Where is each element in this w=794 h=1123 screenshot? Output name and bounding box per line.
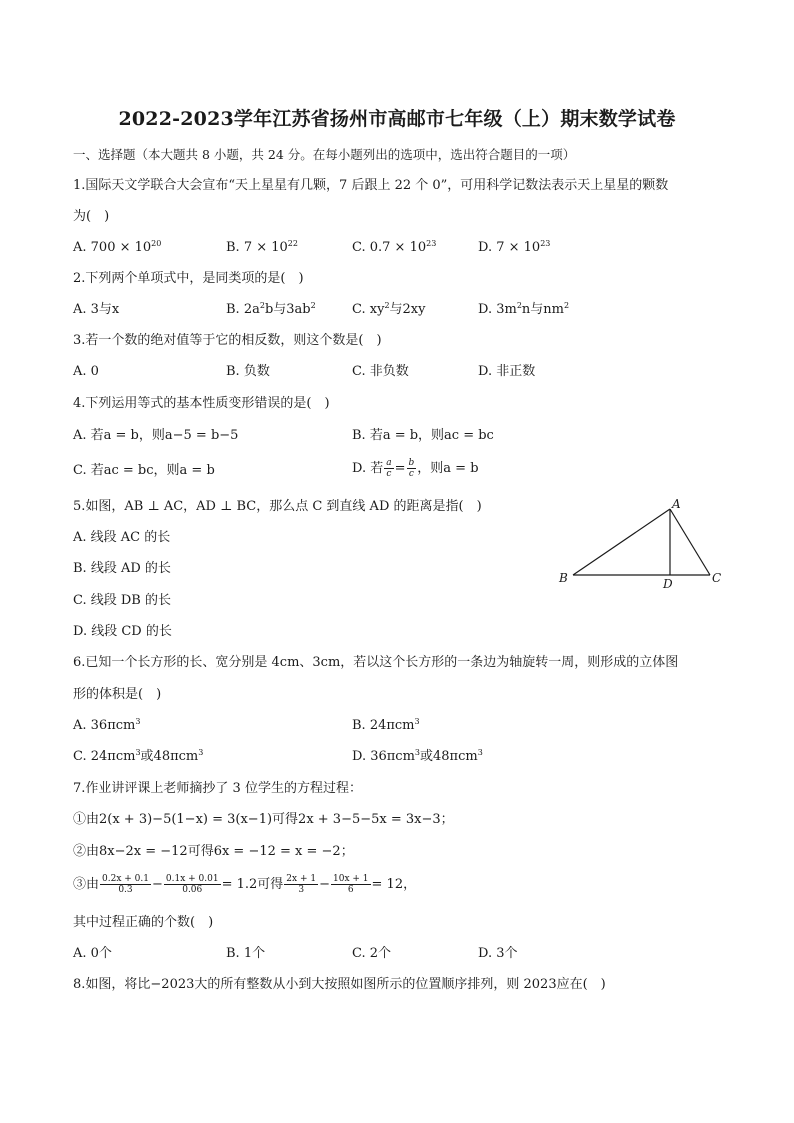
q7-student-3: ③由 $\frac{0.2x + 0.1}{0.3}$ − $\frac{0.1x + 0.01}{0.06}$ = 1.2可得 $\frac{2x + 1}{3}$ − $\frac{10x + 1}{6}$ = 12， [73, 874, 417, 895]
question-5-stem: 5.如图，AB ⊥ AC，AD ⊥ BC，那么点 C 到直线 AD 的距离是指( ) [73, 499, 482, 514]
q2-option-b: B. $2a^2b$与$3ab^2$ [226, 301, 316, 317]
question-1-stem-cont: 为( ) [73, 209, 110, 224]
q6-option-d: D. 36πcm$^3$或48πcm$^3$ [352, 748, 483, 764]
question-4-stem: 4.下列运用等式的基本性质变形错误的是( ) [73, 396, 330, 411]
segment-ac [670, 509, 710, 575]
question-8-stem: 8.如图，将比−2023大的所有整数从小到大按照如图所示的位置顺序排列，则 2023应在( ) [73, 977, 606, 992]
question-3-stem: 3.若一个数的绝对值等于它的相反数，则这个数是( ) [73, 333, 382, 348]
segment-ab [573, 509, 670, 575]
q1-option-d: D. $7 \times 10^{23}$ [478, 239, 551, 255]
q7-option-b: B. 1个 [226, 946, 266, 961]
question-6-stem: 6.已知一个长方形的长、宽分别是 4cm、3cm，若以这个长方形的一条边为轴旋转一周，则形成的立体图 [73, 655, 679, 670]
section-heading: 一、选择题（本大题共 8 小题，共 24 分。在每小题列出的选项中，选出符合题目的一项） [73, 147, 576, 162]
q6-option-c: C. 24πcm$^3$或48πcm$^3$ [73, 748, 204, 764]
q4-option-c: C. 若ac = bc，则a = b [73, 463, 215, 478]
q6-option-b: B. 24πcm$^3$ [352, 717, 420, 733]
q7-option-d: D. 3个 [478, 946, 518, 961]
q4-option-b: B. 若a = b，则ac = bc [352, 428, 494, 443]
q1-option-b: B. $7 \times 10^{22}$ [226, 239, 298, 255]
q5-option-a: A. 线段 AC 的长 [73, 530, 171, 545]
q4-option-d: D. 若 $\frac{a}{c}$ = $\frac{b}{c}$ ，则a = b [352, 458, 479, 479]
q3-option-d: D. 非正数 [478, 364, 536, 379]
q1-option-c: C. $0.7 \times 10^{23}$ [352, 239, 437, 255]
question-6-stem-cont: 形的体积是( ) [73, 687, 162, 702]
q6-option-a: A. 36πcm$^3$ [73, 717, 141, 733]
q7-student-2: ②由8x−2x = −12可得6x = −12 = x = −2； [73, 844, 354, 859]
q2-option-a: A. 3与x [73, 302, 120, 317]
q2-option-c: C. $xy^2$与2xy [352, 301, 426, 317]
q5-option-b: B. 线段 AD 的长 [73, 561, 171, 576]
label-d: D [663, 577, 673, 591]
q5-option-c: C. 线段 DB 的长 [73, 593, 171, 608]
q7-option-a: A. 0个 [73, 946, 112, 961]
triangle-figure [555, 495, 730, 595]
q7-follow-up: 其中过程正确的个数( ) [73, 915, 214, 930]
q2-option-d: D. $3m^2n$与$nm^2$ [478, 301, 570, 317]
q7-student-1: ①由2(x + 3)−5(1−x) = 3(x−1)可得2x + 3−5−5x = 3x−3； [73, 812, 454, 827]
label-b: B [559, 571, 568, 585]
q3-option-a: A. 0 [73, 364, 99, 379]
q1-option-a: A. $700 \times 10^{20}$ [73, 239, 162, 255]
question-7-stem: 7.作业讲评课上老师摘抄了 3 位学生的方程过程： [73, 781, 362, 796]
question-1-stem: 1.国际天文学联合大会宣布“天上星星有几颗，7 后跟上 22 个 0”，可用科学记数法表示天上星星的颗数 [73, 178, 669, 193]
q3-option-b: B. 负数 [226, 364, 270, 379]
label-a: A [672, 497, 681, 511]
q3-option-c: C. 非负数 [352, 364, 409, 379]
question-2-stem: 2.下列两个单项式中，是同类项的是( ) [73, 271, 304, 286]
label-c: C [712, 571, 722, 585]
q7-option-c: C. 2个 [352, 946, 392, 961]
q4-option-a: A. 若a = b，则a−5 = b−5 [73, 428, 239, 443]
exam-title: 2022-2023学年江苏省扬州市高邮市七年级（上）期末数学试卷 [118, 108, 676, 130]
q5-option-d: D. 线段 CD 的长 [73, 624, 172, 639]
